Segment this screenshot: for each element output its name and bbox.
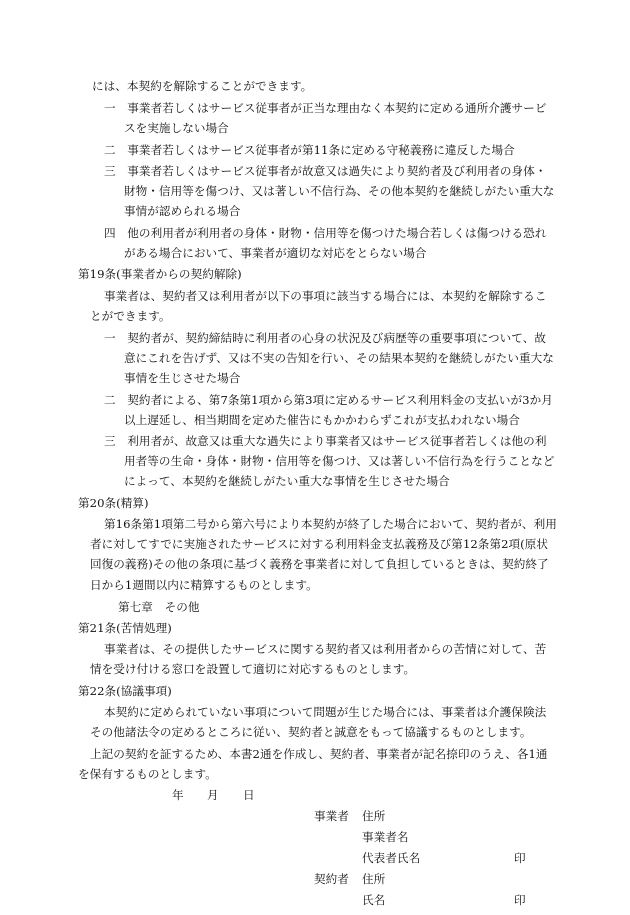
doc-line: には、本契約を解除することができます。 xyxy=(92,79,313,93)
date-month-label: 月 xyxy=(207,788,219,802)
doc-line: 情を受け付ける窓口を設置して適切に対応するものとします。 xyxy=(90,662,416,676)
article-heading: 第22条(協議事項) xyxy=(78,684,172,698)
signature-field-label: 住所 xyxy=(362,872,386,886)
doc-line: スを実施しない場合 xyxy=(124,121,229,135)
signature-party-label: 事業者 xyxy=(314,809,349,823)
signature-field-label: 氏名 xyxy=(362,893,386,907)
doc-line: 一 事業者若しくはサービス従事者が正当な理由なく本契約に定める通所介護サービ xyxy=(104,101,547,115)
doc-line: 三 事業者若しくはサービス従事者が故意又は過失により契約者及び利用者の身体・ xyxy=(104,164,547,178)
doc-line: 事業者は、契約者又は利用者が以下の事項に該当する場合には、本契約を解除するこ xyxy=(104,289,547,303)
doc-line: 事業者は、その提供したサービスに関する契約者又は利用者からの苦情に対して、苦 xyxy=(104,642,547,656)
doc-line: 四 他の利用者が利用者の身体・財物・信用等を傷つけた場合若しくは傷つける恐れ xyxy=(104,226,547,240)
doc-line: 用者等の生命・身体・財物・信用等を傷つけ、又は著しい不信行為を行うことなど xyxy=(124,454,555,468)
doc-line: 事情が認められる場合 xyxy=(124,204,241,218)
article-heading: 第20条(精算) xyxy=(78,496,149,510)
doc-line: 三 利用者が、故意又は重大な過失により事業者又はサービス従事者若しくは他の利 xyxy=(104,434,547,448)
seal-mark: 印 xyxy=(514,893,526,907)
article-heading: 第21条(苦情処理) xyxy=(78,621,172,635)
doc-line: を保有するものとします。 xyxy=(78,767,217,781)
date-year-label: 年 xyxy=(172,788,184,802)
doc-line: 財物・信用等を傷つけ、又は著しい不信行為、その他本契約を継続しがたい重大な xyxy=(124,184,555,198)
signature-field-label: 代表者氏名 xyxy=(362,851,421,865)
doc-line: 回復の義務)その他の条項に基づく義務を事業者に対して負担しているときは、契約終了 xyxy=(90,557,549,571)
doc-line: 者に対してすでに実施されたサービスに対する利用料金支払義務及び第12条第2項(原状 xyxy=(90,537,549,551)
chapter-heading: 第七章 その他 xyxy=(118,600,200,614)
date-day-label: 日 xyxy=(243,788,255,802)
doc-line: 事情を生じさせた場合 xyxy=(124,371,241,385)
doc-line: 二 契約者による、第7条第1項から第3項に定めるサービス利用料金の支払いが3か月 xyxy=(104,393,553,407)
doc-line: 日から1週間以内に精算するものとします。 xyxy=(90,578,318,592)
signature-field-label: 事業者名 xyxy=(362,830,409,844)
article-heading: 第19条(事業者からの契約解除) xyxy=(78,267,242,281)
signature-party-label: 契約者 xyxy=(314,872,349,886)
doc-line: 以上遅延し、相当期間を定めた催告にもかかわらずこれが支払われない場合 xyxy=(124,413,520,427)
doc-line: がある場合において、事業者が適切な対応をとらない場合 xyxy=(124,246,427,260)
doc-line: とができます。 xyxy=(90,309,171,323)
doc-line: 意にこれを告げず、又は不実の告知を行い、その結果本契約を継続しがたい重大な xyxy=(124,351,554,365)
doc-line: によって、本契約を継続しがたい重大な事情を生じさせた場合 xyxy=(124,474,450,488)
seal-mark: 印 xyxy=(514,851,526,865)
doc-line: 本契約に定められていない事項について問題が生じた場合には、事業者は介護保険法 xyxy=(104,705,547,719)
doc-line: 第16条第1項第二号から第六号により本契約が終了した場合において、契約者が、利用 xyxy=(104,517,557,531)
signature-field-label: 住所 xyxy=(362,809,386,823)
doc-line: その他諸法令の定めるところに従い、契約者と誠意をもって協議するものとします。 xyxy=(90,725,532,739)
doc-line: 上記の契約を証するため、本書2通を作成し、契約者、事業者が記名捺印のうえ、各1通 xyxy=(90,747,548,761)
doc-line: 二 事業者若しくはサービス従事者が第11条に定める守秘義務に違反した場合 xyxy=(104,143,515,157)
doc-line: 一 契約者が、契約締結時に利用者の心身の状況及び病歴等の重要事項について、故 xyxy=(104,331,547,345)
